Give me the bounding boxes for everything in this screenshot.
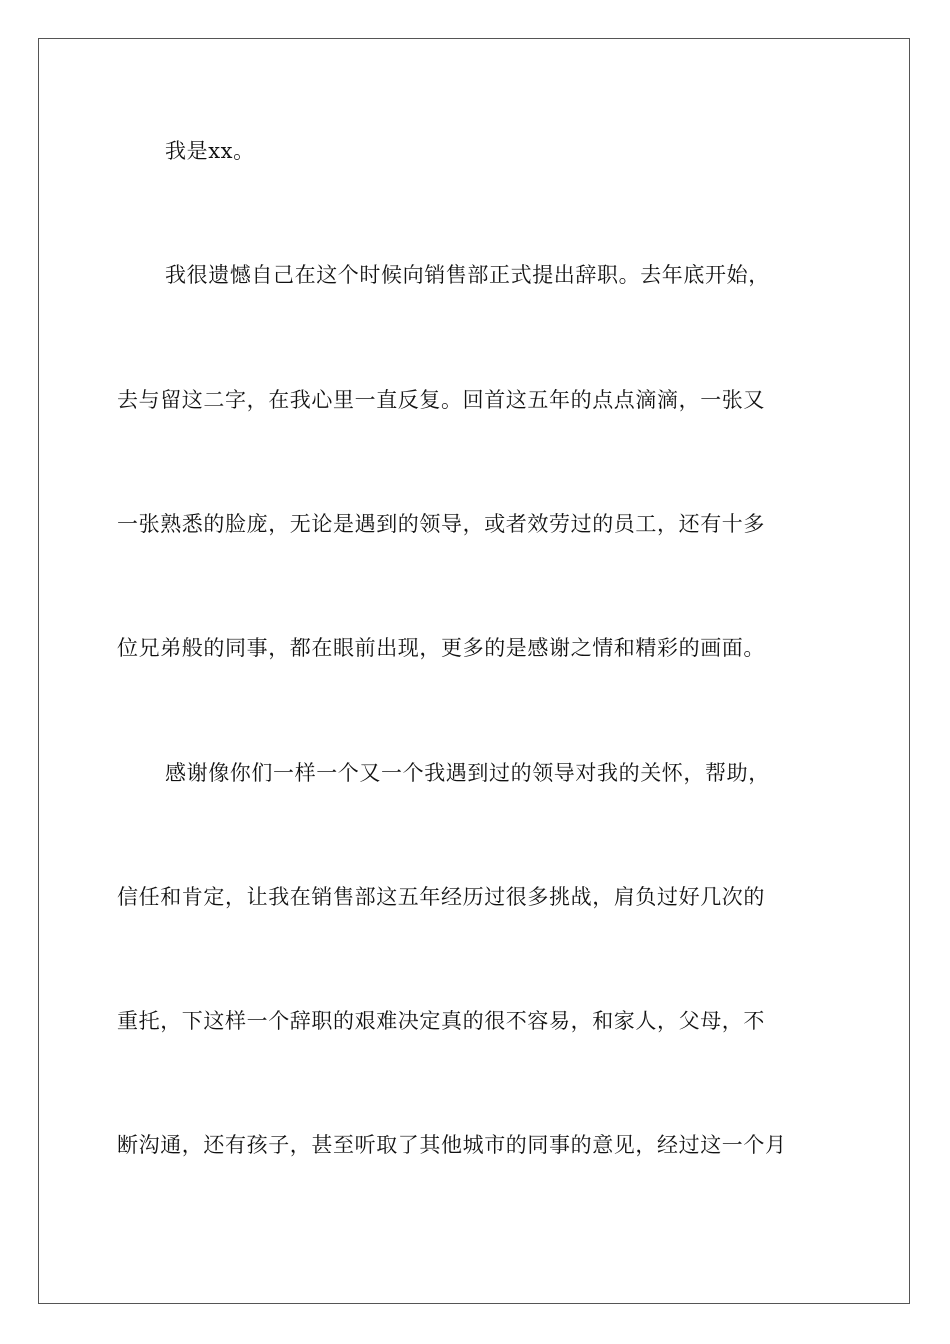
page-border <box>38 38 910 1304</box>
paragraph-line: 位兄弟般的同事，都在眼前出现，更多的是感谢之情和精彩的画面。 <box>117 636 765 660</box>
paragraph-line: 断沟通，还有孩子，甚至听取了其他城市的同事的意见，经过这一个月 <box>117 1133 787 1157</box>
paragraph-line: 去与留这二字，在我心里一直反复。回首这五年的点点滴滴，一张又 <box>117 388 765 412</box>
paragraph-line: 信任和肯定，让我在销售部这五年经历过很多挑战，肩负过好几次的 <box>117 885 765 909</box>
paragraph-line: 我很遗憾自己在这个时候向销售部正式提出辞职。去年底开始， <box>165 263 770 287</box>
paragraph-line: 重托，下这样一个辞职的艰难决定真的很不容易，和家人，父母，不 <box>117 1009 765 1033</box>
greeting-line: 我是xx。 <box>165 139 255 163</box>
paragraph-line: 感谢像你们一样一个又一个我遇到过的领导对我的关怀，帮助， <box>165 761 770 785</box>
paragraph-line: 一张熟悉的脸庞，无论是遇到的领导，或者效劳过的员工，还有十多 <box>117 512 765 536</box>
